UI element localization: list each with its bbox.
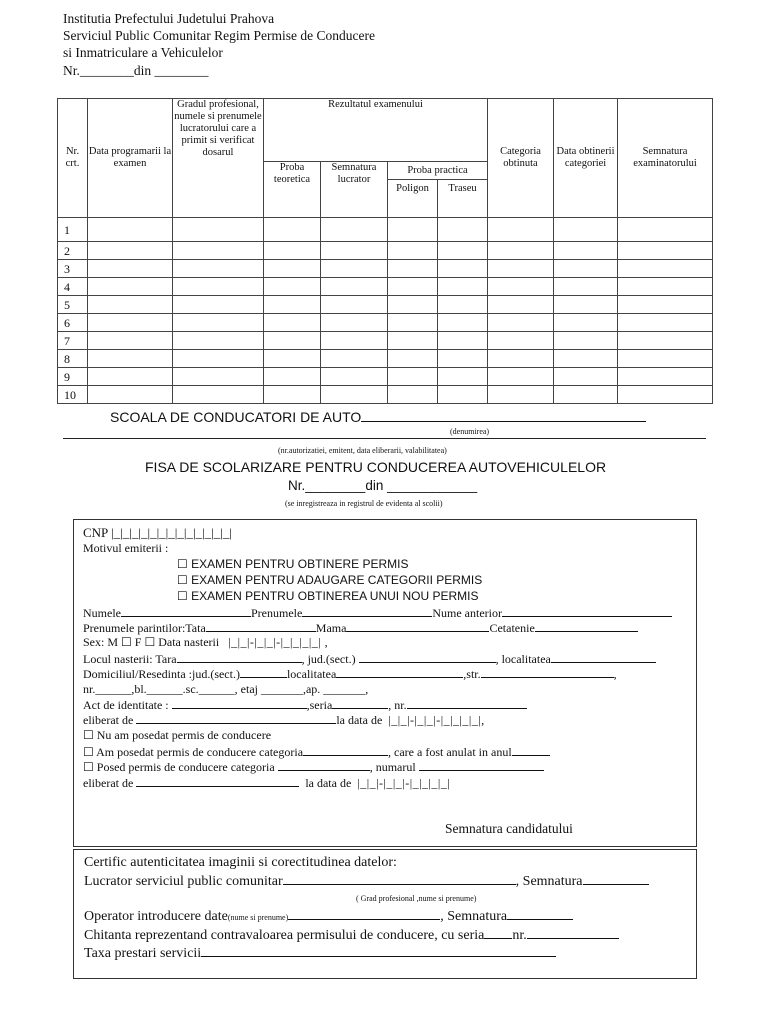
cnp-field[interactable]: CNP |_|_|_|_|_|_|_|_|_|_|_|_|_| bbox=[83, 525, 232, 540]
row-number: 7 bbox=[58, 332, 88, 350]
row-number: 5 bbox=[58, 296, 88, 314]
row-nu-am-posedat[interactable]: ☐ Nu am posedat permis de conducere bbox=[83, 728, 272, 742]
row-adresa[interactable]: nr.______,bl.______.sc.______, etaj _______,ap. _______, bbox=[83, 682, 369, 696]
checkbox-icon[interactable]: ☐ bbox=[83, 760, 94, 774]
checkbox-icon[interactable]: ☐ bbox=[177, 573, 188, 587]
cert-taxa-row: Taxa prestari servicii bbox=[84, 945, 556, 962]
motivul-label: Motivul emiterii : bbox=[83, 541, 169, 555]
autorizatie-note: (nr.autorizatiei, emitent, data eliberarii, valabilitatea) bbox=[278, 446, 447, 455]
row-eliberat-de-2: eliberat de la data de |_|_|-|_|_|-|_|_|_|_| bbox=[83, 776, 451, 790]
option-nou-permis[interactable]: ☐ EXAMEN PENTRU OBTINEREA UNUI NOU PERMIS bbox=[177, 589, 479, 603]
col-poligon: Poligon bbox=[388, 180, 438, 218]
row-act-identitate: Act de identitate : ,seria , nr. bbox=[83, 697, 527, 713]
nume-anterior-field[interactable] bbox=[502, 605, 672, 617]
col-data-obtinerii: Data obtinerii categoriei bbox=[554, 99, 618, 218]
numele-field[interactable] bbox=[121, 605, 251, 617]
row-number: 3 bbox=[58, 260, 88, 278]
row-number: 4 bbox=[58, 278, 88, 296]
row-number: 8 bbox=[58, 350, 88, 368]
col-semnatura-exam: Semnatura examinatorului bbox=[618, 99, 713, 218]
row-eliberat-de: eliberat de la data de |_|_|-|_|_|-|_|_|_|_|, bbox=[83, 713, 485, 727]
col-semnatura-lucrator: Semnatura lucrator bbox=[321, 162, 388, 218]
checkbox-icon[interactable]: ☐ bbox=[121, 635, 132, 649]
cert-chitanta-row: Chitanta reprezentand contravaloarea permisului de conducere, cu seria nr. bbox=[84, 927, 619, 944]
option-adaugare[interactable]: ☐ EXAMEN PENTRU ADAUGARE CATEGORII PERMIS bbox=[177, 573, 483, 587]
row-am-posedat: ☐ Am posedat permis de conducere categoria , care a fost anulat in anul bbox=[83, 744, 550, 760]
col-rezultat: Rezultatul examenului bbox=[264, 99, 488, 162]
cert-lucrator-row: Lucrator serviciul public comunitar , Semnatura bbox=[84, 873, 649, 890]
checkbox-icon[interactable]: ☐ bbox=[144, 635, 156, 649]
col-traseu: Traseu bbox=[438, 180, 488, 218]
row-posed: ☐ Posed permis de conducere categoria , numarul bbox=[83, 759, 544, 775]
col-gradul: Gradul profesional, numele si prenumele lucratorului care a primit si verificat dosarul bbox=[173, 99, 264, 218]
col-proba-practica: Proba practica bbox=[388, 162, 488, 180]
checkbox-icon[interactable]: ☐ bbox=[177, 557, 188, 571]
cert-title: Certific autenticitatea imaginii si corectitudinea datelor: bbox=[84, 855, 397, 870]
prenumele-field[interactable] bbox=[302, 605, 432, 617]
registru-note: (se inregistreaza in registrul de evidenta al scolii) bbox=[285, 499, 443, 508]
col-nr-crt: Nr. crt. bbox=[58, 99, 88, 218]
institution-name: Institutia Prefectului Judetului Prahova bbox=[63, 11, 275, 26]
col-categoria: Categoria obtinuta bbox=[488, 99, 554, 218]
option-obtinere[interactable]: ☐ EXAMEN PENTRU OBTINERE PERMIS bbox=[177, 557, 409, 571]
col-proba-teoretica: Proba teoretica bbox=[264, 162, 321, 218]
service-name-cont: si Inmatriculare a Vehiculelor bbox=[63, 45, 223, 60]
semnatura-candidatului: Semnatura candidatului bbox=[445, 821, 573, 836]
fisa-title: FISA DE SCOLARIZARE PENTRU CONDUCEREA AUTOVEHICULELOR bbox=[145, 459, 607, 475]
checkbox-icon[interactable]: ☐ bbox=[83, 728, 94, 742]
grad-note: ( Grad profesional ,nume si prenume) bbox=[356, 894, 477, 903]
exam-register-table bbox=[57, 98, 713, 404]
row-locul-nasterii: Locul nasterii: Tara , jud.(sect.) , localitatea bbox=[83, 651, 656, 667]
row-number: 9 bbox=[58, 368, 88, 386]
row-parinti: Prenumele parintilor:Tata Mama Cetatenie bbox=[83, 620, 638, 636]
row-domiciliu: Domiciliul/Resedinta :jud.(sect.) localitatea ,str. , bbox=[83, 667, 617, 681]
service-name: Serviciul Public Comunitar Regim Permise de Conducere bbox=[63, 28, 375, 43]
separator-line bbox=[63, 438, 706, 439]
row-sex: Sex: M ☐ F ☐ Data nasterii |_|_|-|_|_|-|_|_|_|_| , bbox=[83, 635, 329, 649]
school-denumirea: (denumirea) bbox=[450, 427, 490, 436]
cert-operator-row: Operator introducere date(nume si prenume) , Semnatura bbox=[84, 908, 573, 925]
row-nume: Numele Prenumele Nume anterior bbox=[83, 605, 672, 621]
row-number: 1 bbox=[58, 218, 88, 242]
checkbox-icon[interactable]: ☐ bbox=[177, 589, 188, 603]
school-title: SCOALA DE CONDUCATORI DE AUTO bbox=[110, 409, 646, 425]
header-nr: Nr.________din ________ bbox=[63, 63, 209, 78]
col-data-programarii: Data programarii la examen bbox=[88, 99, 173, 218]
row-number: 2 bbox=[58, 242, 88, 260]
row-number: 6 bbox=[58, 314, 88, 332]
row-number: 10 bbox=[58, 386, 88, 404]
checkbox-icon[interactable]: ☐ bbox=[83, 745, 94, 759]
fisa-nr: Nr.________din ____________ bbox=[288, 478, 478, 493]
